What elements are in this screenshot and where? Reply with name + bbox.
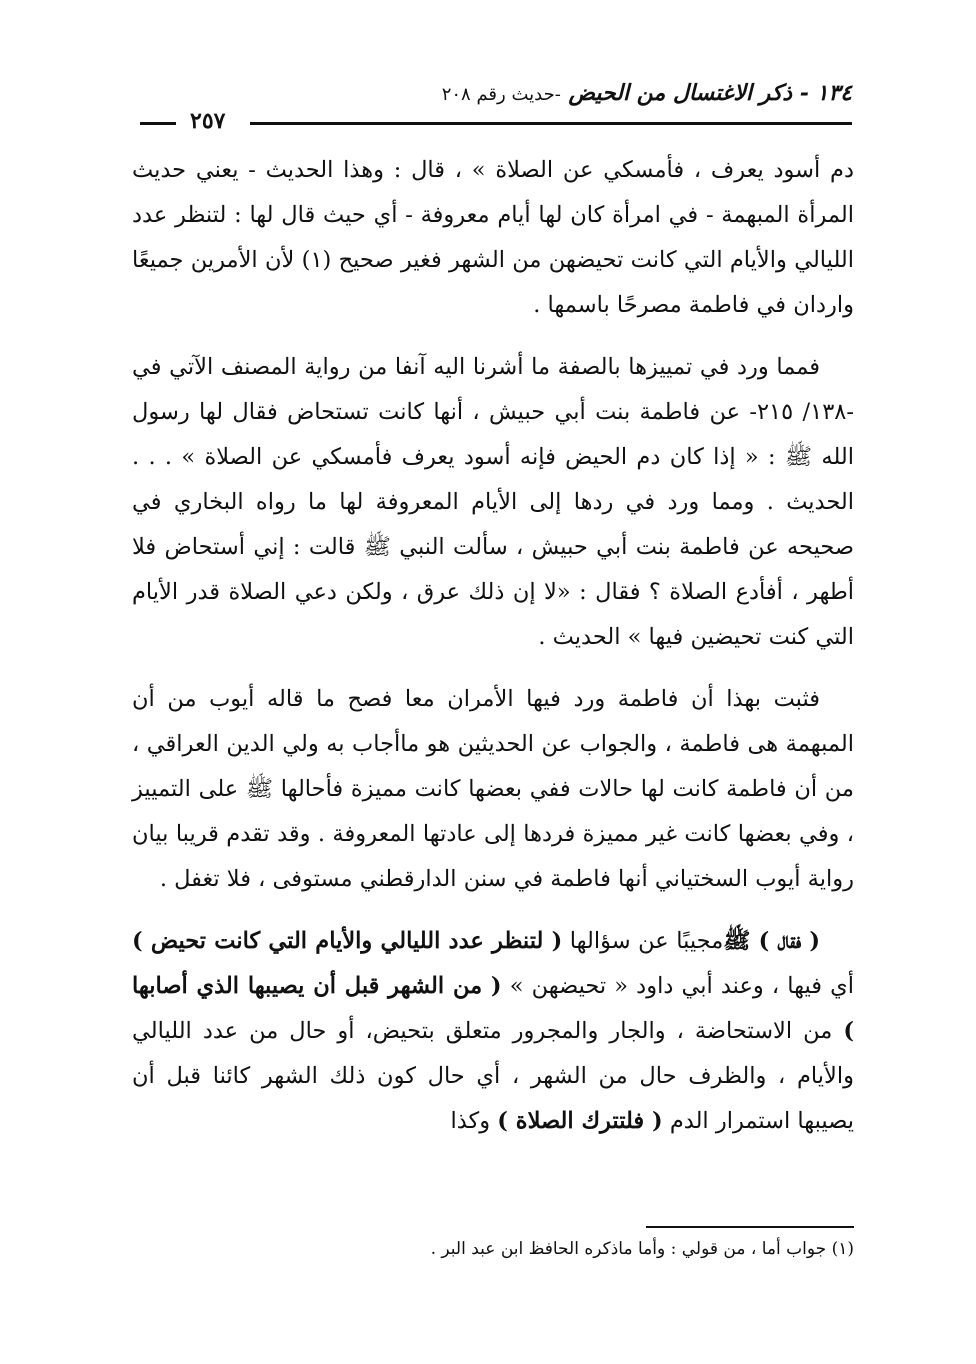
paragraph-4 xyxy=(132,919,854,1144)
main-text xyxy=(132,148,854,1144)
header-rule xyxy=(250,122,852,125)
matn-quote: ( لتنظر عدد الليالي والأيام التي كانت تحيض ) xyxy=(132,928,563,954)
footnote-divider xyxy=(646,1226,854,1228)
matn-quote: ( فلتترك الصلاة ) xyxy=(497,1108,663,1134)
running-title xyxy=(442,80,852,106)
commentary: أي فيها ، وعند أبي داود « تحيضهن » xyxy=(501,973,854,999)
page-number: ٢٥٧ xyxy=(184,108,231,134)
commentary: من الاستحاضة ، والجار والمجرور متعلق بتحيض، أو حال من عدد الليالي والأيام ، والظرف حال من الشهر ، أي حال كون ذلك الشهر كائنا قبل أن يصيبها استمرار الدم xyxy=(132,1018,854,1134)
commentary: وكذا xyxy=(450,1108,498,1134)
page-header xyxy=(140,80,852,134)
footnote: (١) جواب أما ، من قولي : وأما ماذكره الحافظ ابن عبد البر . xyxy=(430,1239,854,1259)
matn-quote: ( فقال ) ﷺ xyxy=(723,928,820,954)
matn-quote: ( من الشهر قبل أن يصيبها الذي أصابها ) xyxy=(132,973,854,1044)
chapter-title: ١٣٤ - ذكر الاغتسال من الحيض xyxy=(568,80,852,106)
paragraph-2: فمما ورد في تمييزها بالصفة ما أشرنا اليه آنفا من رواية المصنف الآتي في -١٣٨/ ٢١٥- عن فاطمة بنت أبي حبيش ، أنها كانت تستحاض فقال لها رسول الله ﷺ : « إذا كان دم الحيض فإنه أسود يعرف فأمسكي عن الصلاة » . . . الحديث . ومما ورد في ردها إلى الأيام المعروفة لها ما رواه البخاري في صحيحه عن فاطمة بنت أبي حبيش ، سألت النبي ﷺ قالت : إني أستحاض فلا أطهر ، أفأدع الصلاة ؟ فقال : «لا إن ذلك عرق ، ولكن دعي الصلاة قدر الأيام التي كنت تحيضين فيها » الحديث . xyxy=(132,354,854,650)
hadith-number: -حديث رقم ٢٠٨ xyxy=(441,84,561,105)
header-rule-left xyxy=(140,122,176,125)
commentary: مجيبًا عن سؤالها xyxy=(562,928,724,954)
paragraph-1: دم أسود يعرف ، فأمسكي عن الصلاة » ، قال : وهذا الحديث - يعني حديث المرأة المبهمة - في امرأة كان لها أيام معروفة - أي حيث قال لها : لتنظر عدد الليالي والأيام التي كانت تحيضهن من الشهر فغير صحيح (١) لأن الأمرين جميعًا واردان في فاطمة مصرحًا باسمها . xyxy=(132,157,854,318)
paragraph-3: فثبت بهذا أن فاطمة ورد فيها الأمران معا فصح ما قاله أيوب من أن المبهمة هى فاطمة ، والجواب عن الحديثين هو ماأجاب به ولي الدين العراقي ، من أن فاطمة كانت لها حالات ففي بعضها كانت مميزة فأحالها ﷺ على التمييز ، وفي بعضها كانت غير مميزة فردها إلى عادتها المعروفة . وقد تقدم قريبا بيان رواية أيوب السختياني أنها فاطمة في سنن الدارقطني مستوفى ، فلا تغفل . xyxy=(132,686,854,892)
